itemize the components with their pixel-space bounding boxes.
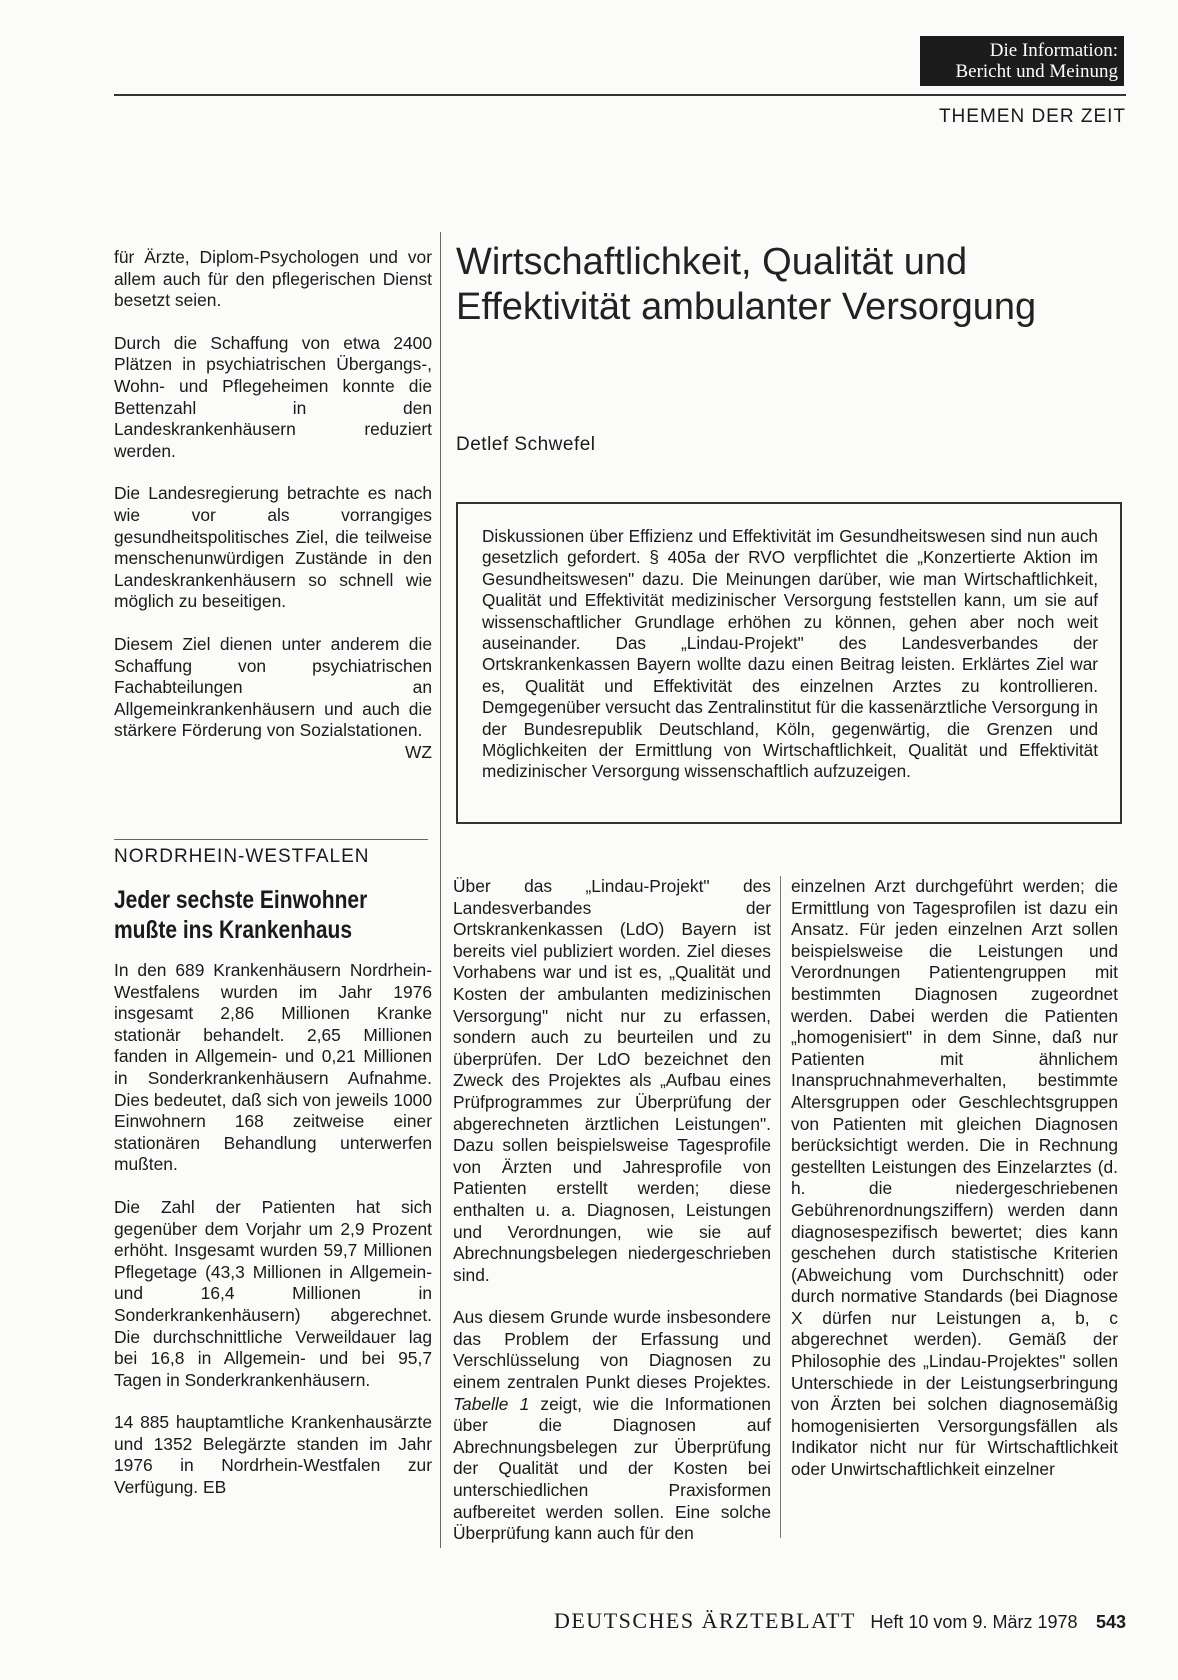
- section-badge: [920, 36, 1124, 86]
- page-footer: [0, 1608, 1126, 1634]
- paragraph: Über das „Lindau-Projekt" des Landesverbandes der Ortskrankenkassen (LdO) Bayern ist bereits viel publiziert worden. Ziel dieses Vorhabens war und ist es, „Qualität und Kosten der ambulanten medizinischen Versorgung" nicht nur zu erfassen, sondern auch zu beurteilen und zu überprüfen. Der LdO bezeichnet den Zweck des Projektes als „Aufbau eines Prüfprogrammes zur Überprüfung der abgerechneten ärztlichen Leistungen". Dazu sollen beispielsweise Tagesprofile von Ärzten und Jahresprofile von Patienten erstellt werden; diese enthalten u. a. Diagnosen, Leistungen und Verordnungen, wie sie auf Abrechnungsbelegen niedergeschrieben sind.: [453, 876, 771, 1285]
- paragraph: Die Landesregierung betrachte es nach wie vor als vorrangiges gesundheitspolitisches Ziel, die teilweise menschenunwürdigen Zustände in den Landeskrankenhäusern so schnell wie möglich zu beseitigen.: [114, 483, 432, 612]
- left-column-continuation: [114, 247, 432, 763]
- region-label: NORDRHEIN-WESTFALEN: [114, 846, 370, 867]
- article-title: Wirtschaftlichkeit, Qualität und Effektivität ambulanter Versorgung: [456, 241, 1037, 328]
- news-body: [114, 960, 432, 1520]
- article-author: Detlef Schwefel: [456, 434, 596, 455]
- paragraph-text: Diesem Ziel dienen unter anderem die Schaffung von psychiatrischen Fachabteilungen an Allgemeinkrankenhäusern und auch die stärkere Förderung von Sozialstationen.: [114, 633, 432, 741]
- section-line-2: Bericht und Meinung: [955, 61, 1118, 82]
- paragraph: für Ärzte, Diplom-Psychologen und vor allem auch für den pflegerischen Dienst besetzt seien.: [114, 247, 432, 311]
- article-column-1: [453, 876, 771, 1566]
- page-number: 543: [1095, 1612, 1126, 1632]
- author-signature: WZ: [404, 741, 432, 762]
- article-abstract: [456, 502, 1122, 824]
- paragraph-text: Aus diesem Grunde wurde insbesondere das Problem der Erfassung und Verschlüsselung von Diagnosen zu einem zentralen Punkt dieses Projektes.: [453, 1307, 771, 1393]
- news-headline: [114, 885, 381, 945]
- news-signature: EB: [202, 1477, 227, 1498]
- news-headline-line-1: Jeder sechste Einwohner: [114, 886, 368, 914]
- column-divider: [440, 232, 441, 1548]
- issue-info: Heft 10 vom 9. März 1978: [870, 1612, 1078, 1632]
- news-rule: [114, 839, 428, 840]
- topic-label: THEMEN DER ZEIT: [938, 106, 1126, 127]
- paragraph-text: zeigt, wie die Informationen über die Diagnosen auf Abrechnungsbelegen zur Überprüfung der Qualität und der Kosten bei unterschiedlichen Praxisformen aufbereitet werden sollen. Eine solche Überprüfung kann auch für den: [453, 1393, 771, 1544]
- paragraph: In den 689 Krankenhäusern Nordrhein-Westfalens wurden im Jahr 1976 insgesamt 2,86 Millionen Kranke stationär behandelt. 2,65 Millionen fanden in Allgemein- und 0,21 Millionen in Sonderkrankenhäusern Aufnahme. Dies bedeutet, daß sich von jeweils 1000 Einwohnern 168 zeitweise einer stationären Behandlung unterwerfen mußten.: [114, 960, 432, 1175]
- paragraph-text: 14 885 hauptamtliche Krankenhausärzte und 1352 Belegärzte standen im Jahr 1976 in Nordrhein-Westfalen zur Verfügung.: [114, 1412, 432, 1498]
- article-column-2: [791, 876, 1118, 1502]
- column-divider-2: [780, 876, 781, 1538]
- header-rule: [114, 94, 1126, 96]
- paragraph: [453, 1307, 771, 1545]
- news-headline-line-2: mußte ins Krankenhaus: [114, 916, 353, 944]
- paragraph: Die Zahl der Patienten hat sich gegenüber dem Vorjahr um 2,9 Prozent erhöht. Insgesamt wurden 59,7 Millionen Pflegetage (43,3 Millionen in Allgemein- und 16,4 Millionen in Sonderkrankenhäusern) abgerechnet. Die durchschnittliche Verweildauer lag bei 16,8 in Allgemein- und bei 95,7 Tagen in Sonderkrankenhäusern.: [114, 1196, 432, 1390]
- journal-name: DEUTSCHES ÄRZTEBLATT: [553, 1608, 856, 1633]
- paragraph: [114, 633, 432, 762]
- section-line-1: Die Information:: [989, 40, 1118, 61]
- table-reference: Tabelle 1: [453, 1393, 530, 1414]
- paragraph: [114, 1412, 432, 1498]
- paragraph: Durch die Schaffung von etwa 2400 Plätzen in psychiatrischen Übergangs-, Wohn- und Pflegeheimen konnte die Bettenzahl in den Landeskrankenhäusern reduziert werden.: [114, 332, 432, 461]
- abstract-text: Diskussionen über Effizienz und Effektivität im Gesundheitswesen sind nun auch gesetzlich gefordert. § 405a der RVO verpflichtet die „Konzertierte Aktion im Gesundheitswesen" dazu. Die Meinungen darüber, wie man Wirtschaftlichkeit, Qualität und Effektivität medizinischer Versorgung feststellen kann, um sie auf wissenschaftlicher Grundlage erhöhen zu können, gehen aber noch weit auseinander. Das „Lindau-Projekt" des Landesverbandes der Ortskrankenkassen Bayern wollte dazu einen Beitrag leisten. Erklärtes Ziel war es, Qualität und Effektivität des einzelnen Arztes zu kontrollieren. Demgegenüber versucht das Zentralinstitut für die kassenärztliche Versorgung in der Bundesrepublik Deutschland, Köln, gegenwärtig, die Grenzen und Möglichkeiten der Ermittlung von Wirtschaftlichkeit, Qualität und Effektivität medizinischer Versorgung wissenschaftlich aufzuzeigen.: [482, 526, 1098, 782]
- paragraph: einzelnen Arzt durchgeführt werden; die Ermittlung von Tagesprofilen ist dazu ein Ansatz. Für jeden einzelnen Arzt sollen beispielsweise die Leistungen und Verordnungen Patientengruppen mit bestimmten Diagnosen zugeordnet werden. Dabei werden die Patienten „homogenisiert" in dem Sinne, daß nur Patienten mit ähnlichem Inanspruchnahmeverhalten, bestimmte Altersgruppen oder Geschlechtsgruppen von Patienten mit gleichen Diagnosen berücksichtigt werden. Die in Rechnung gestellten Leistungen des Einzelarztes (d. h. die niedergeschriebenen Gebührenordnungsziffern) werden dann diagnosespezifisch bewertet; dies kann geschehen durch statistische Kriterien (Abweichung vom Durchschnitt) oder durch normative Standards (bei Diagnose X dürfen nur Leistungen a, b, c abgerechnet werden). Gemäß der Philosophie des „Lindau-Projektes" sollen Unterschiede in der Leistungserbringung von Ärzten bei solchen diagnosemäßig homogenisierten Versorgungsfällen als Indikator nicht nur für Wirtschaftlichkeit oder Unwirtschaftlichkeit einzelner: [791, 876, 1118, 1480]
